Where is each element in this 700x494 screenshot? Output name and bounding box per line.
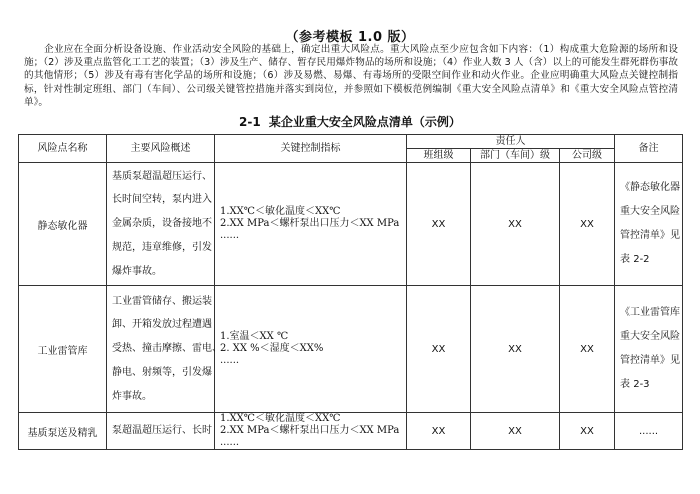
- overview-line: 长时间空转，泵内进入: [112, 194, 212, 206]
- template-title: （参考模板 1.0 版）: [285, 30, 415, 45]
- risk-overview: [107, 286, 222, 413]
- overview-line: 卸、开箱发放过程遭遇: [112, 319, 212, 331]
- remark-line: 表 2-3: [620, 378, 650, 390]
- header-risk-overview: 主要风险概述: [107, 135, 215, 163]
- team-level-cell: XX: [407, 413, 471, 450]
- overview-line: 受热、撞击摩擦、雷电、: [112, 343, 222, 355]
- indicator-line: ......: [220, 437, 240, 448]
- overview-line: 爆炸事故。: [112, 265, 162, 277]
- overview-line: 工业雷管储存、搬运装: [112, 295, 212, 307]
- remark-line: 重大安全风险: [620, 206, 681, 218]
- indicator-line: 2.XX MPa＜螺杆泵出口压力＜XX MPa: [220, 218, 400, 229]
- risk-point-name: 基质泵送及精乳: [19, 413, 107, 450]
- header-responsible: 责任人: [407, 135, 615, 149]
- indicator-line: ......: [220, 355, 240, 366]
- remark-line: 《工业雷管库: [620, 307, 681, 319]
- remark-cell: ......: [615, 413, 683, 450]
- overview-line: 基质泵超温超压运行、: [112, 170, 212, 182]
- remark-line: 表 2-2: [620, 253, 650, 265]
- indicator-line: 2. XX %＜湿度＜XX%: [220, 343, 324, 354]
- remark-line: 管控清单》见: [620, 230, 681, 241]
- risk-point-name: 静态敏化器: [19, 163, 107, 286]
- key-indicator: [215, 163, 407, 286]
- dept-level-cell: XX: [471, 413, 560, 450]
- team-level-cell: XX: [407, 286, 471, 413]
- overview-line: 金属杂质，设备接地不: [112, 218, 212, 230]
- indicator-line: ......: [220, 230, 240, 241]
- dept-level-cell: XX: [471, 286, 560, 413]
- remark-cell: [615, 163, 683, 286]
- remark-line: 管控清单》见: [620, 355, 681, 366]
- remark-line: 重大安全风险: [620, 331, 681, 343]
- overview-line: 泵超温超压运行、长时: [112, 425, 212, 436]
- header-key-indicator: 关键控制指标: [215, 135, 407, 163]
- table-caption: [0, 113, 700, 130]
- company-level-cell: XX: [560, 286, 615, 413]
- table-row: [19, 286, 683, 413]
- header-team-level: 班组级: [407, 149, 471, 163]
- header-company-level: 公司级: [560, 149, 615, 163]
- key-indicator: [215, 413, 407, 450]
- header-remark: 备注: [615, 135, 683, 163]
- table-row: [19, 413, 683, 450]
- dept-level-cell: XX: [471, 163, 560, 286]
- remark-line: 《静态敏化器: [620, 182, 681, 194]
- header-risk-point: 风险点名称: [19, 135, 107, 163]
- table-title: 某企业重大安全风险点清单（示例）: [268, 115, 461, 129]
- header-dept-level: 部门（车间）级: [471, 149, 560, 163]
- intro-paragraph: 企业应在全面分析设备设施、作业活动安全风险的基础上，确定出重大风险点。重大风险点至少应包含如下内容：（1）构成重大危险源的场所和设施；（2）涉及重点监管化工工艺的装置；（3）涉及生产、储存、暂存民用爆炸物品的场所和设施；（4）作业人数 3 人（含）以上的可能发生群死群伤事故的其他情形；（5）涉及有毒有害化学品的场所和设施；（6）涉及易燃、易爆、有毒场所的受限空间作业和动火作业。企业应明确重大风险点关键控制指标，针对性制定班组、部门（车间）、公司级关键管控措施并落实到岗位，并参照如下模板范例编制《重大安全风险点清单》和《重大安全风险点管控清单》。: [24, 44, 678, 108]
- overview-line: 静电、射频等，引发爆: [112, 366, 212, 378]
- indicator-line: 1.室温＜XX ℃: [220, 331, 289, 342]
- overview-line: 规范，违章维修，引发: [112, 241, 212, 253]
- company-level-cell: XX: [560, 163, 615, 286]
- risk-overview: [107, 163, 215, 286]
- indicator-line: 1.XX℃＜敏化温度＜XX℃: [220, 206, 341, 217]
- table-row: [19, 163, 683, 286]
- indicator-line: 2.XX MPa＜螺杆泵出口压力＜XX MPa: [220, 425, 400, 436]
- company-level-cell: XX: [560, 413, 615, 450]
- team-level-cell: XX: [407, 163, 471, 286]
- table-number: 2-1: [239, 115, 261, 129]
- remark-cell: [615, 286, 683, 413]
- key-indicator: [215, 286, 407, 413]
- risk-point-table: [18, 134, 683, 450]
- overview-line: 炸事故。: [112, 390, 152, 402]
- risk-point-name: 工业雷管库: [19, 286, 107, 413]
- indicator-line: 1.XX℃＜敏化温度＜XX℃: [220, 413, 341, 424]
- risk-overview: [107, 413, 215, 450]
